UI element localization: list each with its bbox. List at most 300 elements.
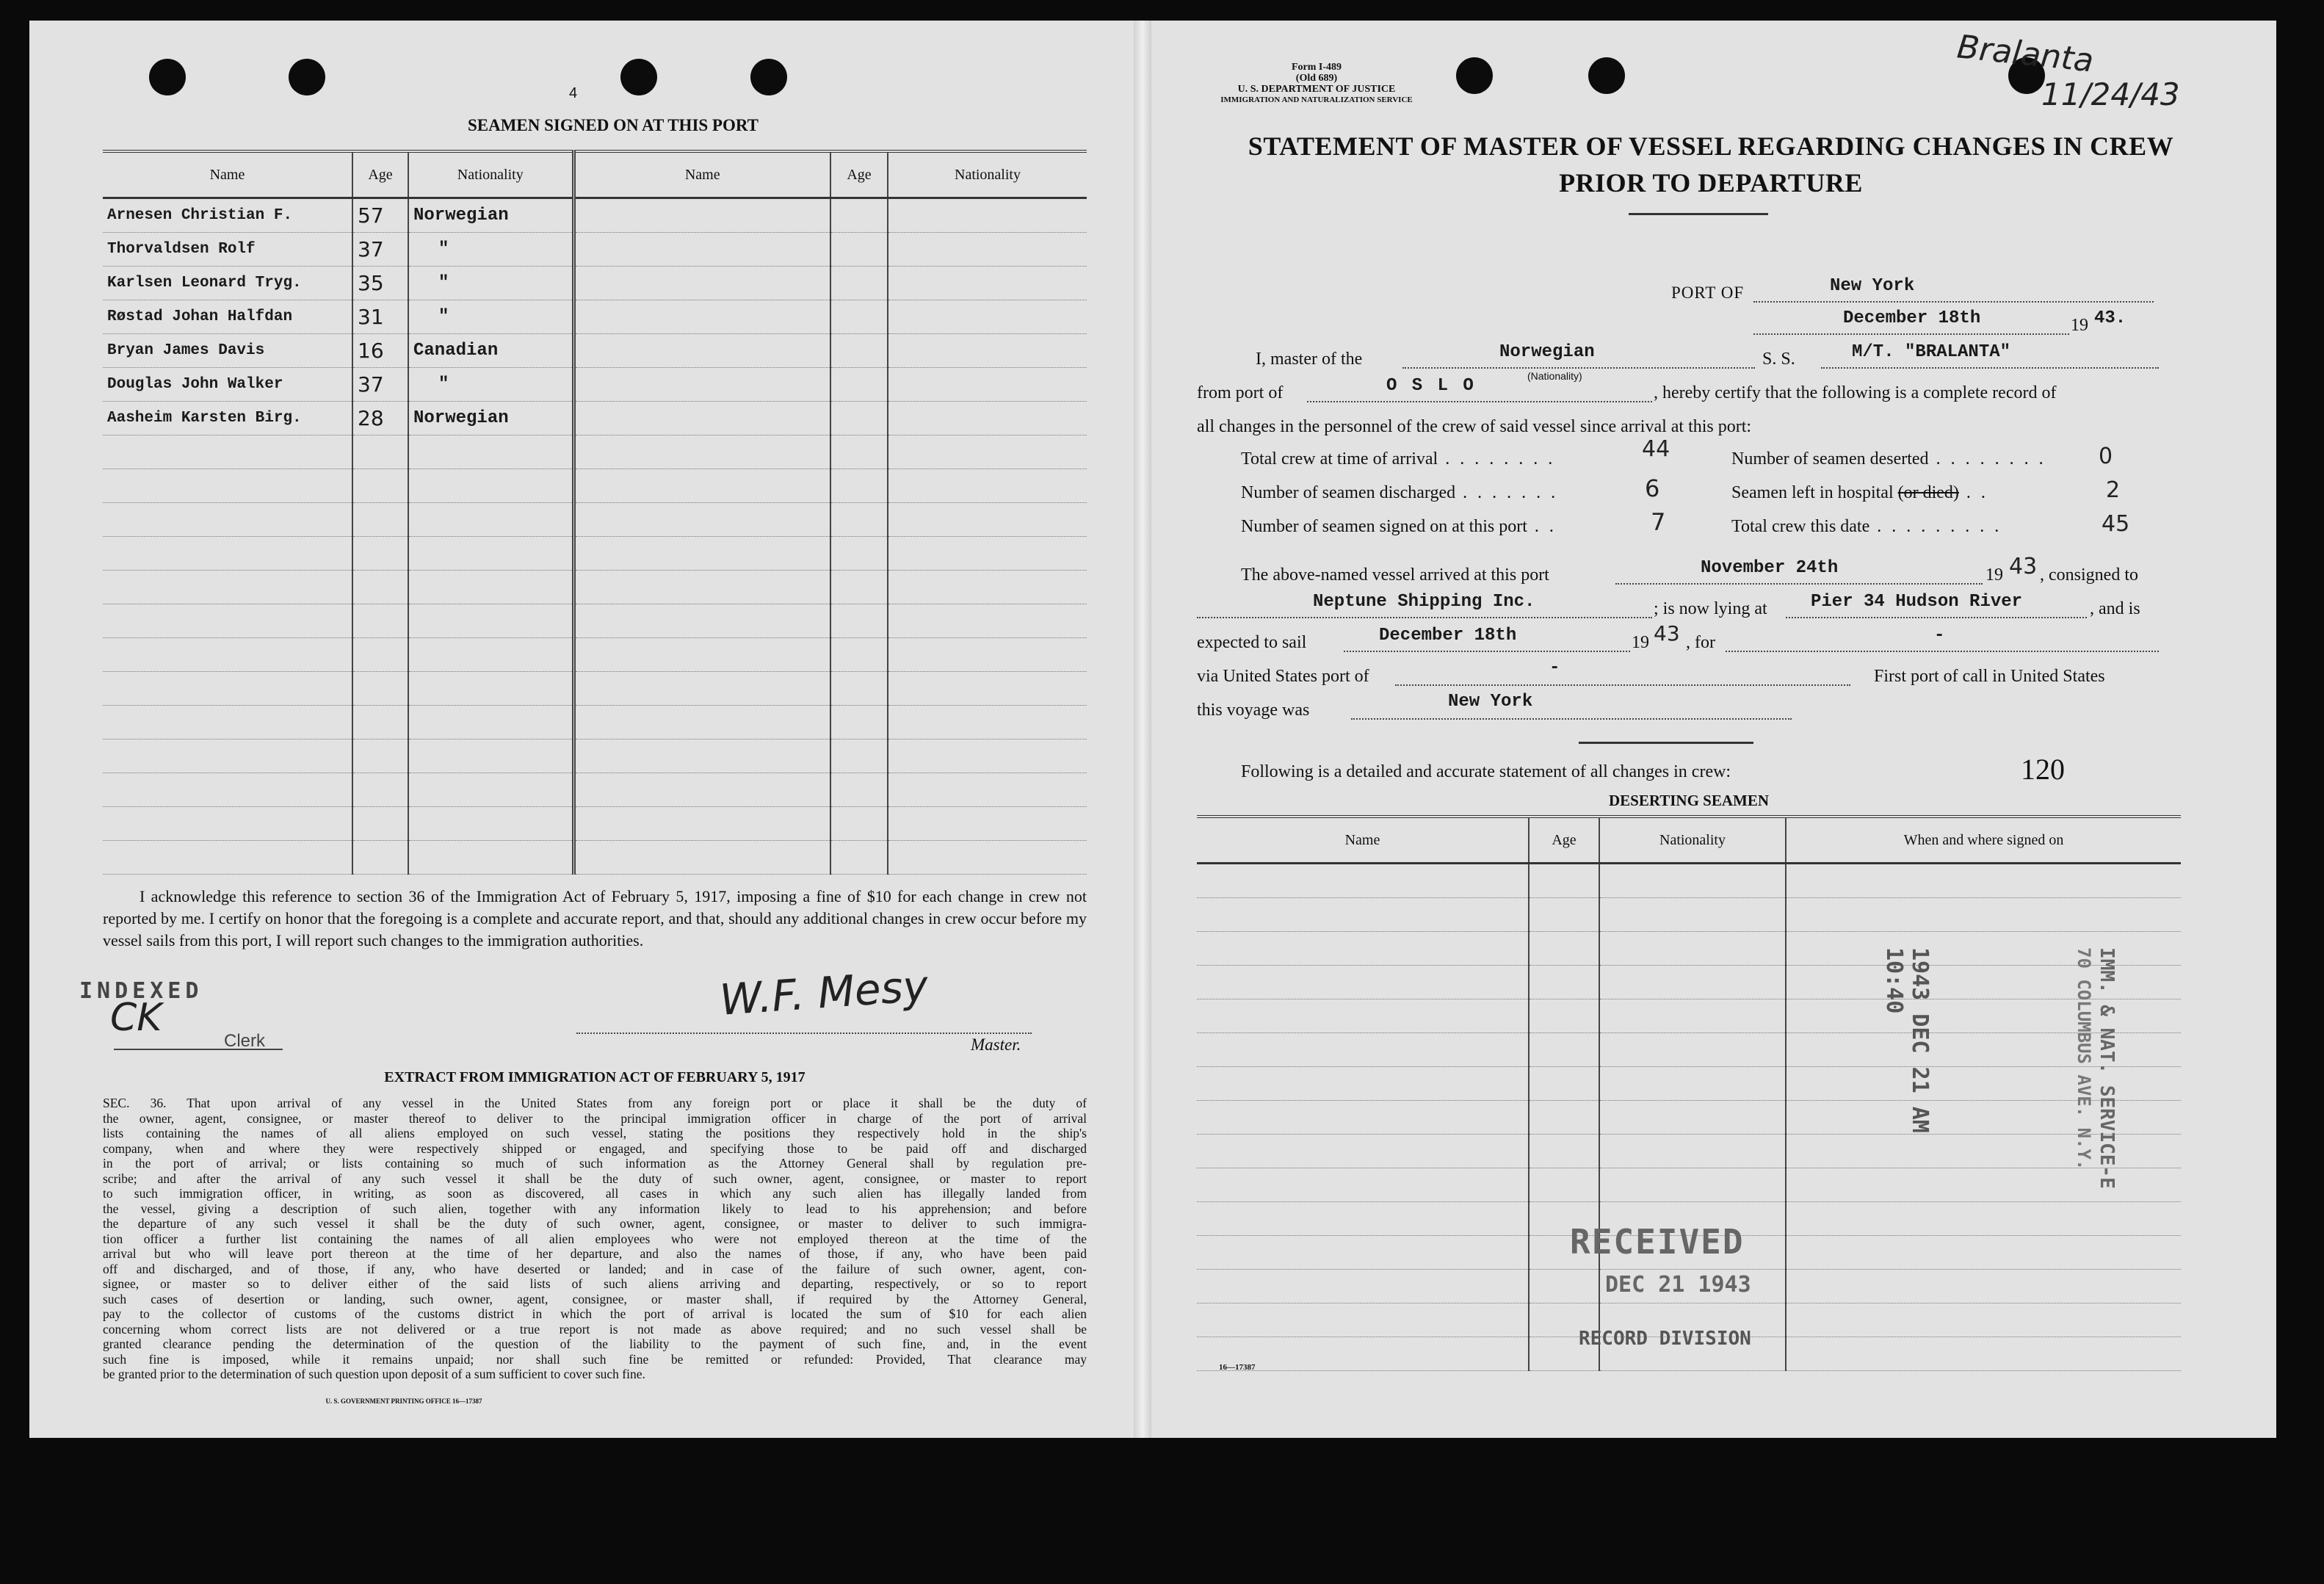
seaman-name: [573, 368, 830, 402]
seaman-age: [830, 402, 888, 435]
seaman-age: [830, 604, 888, 638]
table-row: [103, 638, 1087, 672]
seaman-nationality: [408, 435, 573, 469]
extract-line: pay to the collector of customs of the customs district in which the port of arrival is located the sum of $10 for each alien: [103, 1306, 1087, 1321]
seaman-age: [830, 841, 888, 875]
seaman-name: [103, 706, 352, 739]
seaman-name: [573, 706, 830, 739]
punch-hole: [1588, 57, 1625, 94]
seaman-age: [830, 334, 888, 368]
seaman-nationality: [888, 604, 1087, 638]
table-row: [103, 773, 1087, 807]
lying-at-value: Pier 34 Hudson River: [1811, 592, 2023, 612]
seaman-age: [830, 571, 888, 604]
extract-line: arrival but who will leave port thereon at the time of her departure, and also the names of those, if any, who have been paid: [103, 1246, 1087, 1261]
seaman-name: Arnesen Christian F.: [103, 198, 352, 233]
clerk-label: Clerk: [224, 1031, 266, 1051]
stat-label: Seamen left in hospital: [1731, 483, 1894, 502]
seaman-name: Douglas John Walker: [103, 368, 352, 402]
deserter-age: [1529, 864, 1599, 898]
table-row: [103, 706, 1087, 739]
voyage-value: New York: [1448, 692, 1533, 712]
column-header: Nationality: [408, 151, 573, 198]
old-form-number: (Old 689): [1295, 73, 1338, 84]
seaman-age: [830, 503, 888, 537]
punch-hole: [289, 59, 325, 95]
from-port-line: [1307, 401, 1652, 402]
seaman-name: Karlsen Leonard Tryg.: [103, 267, 352, 300]
table-row: [1197, 932, 2181, 966]
arrived-date: November 24th: [1701, 558, 1839, 578]
following-text: Following is a detailed and accurate statement of all changes in crew:: [1241, 762, 1731, 781]
stat-value: 7: [1651, 508, 1666, 536]
handwritten-date: 11/24/43: [2041, 76, 2180, 112]
seaman-age: [352, 739, 408, 773]
table-row: [1197, 966, 2181, 999]
table-row: [103, 469, 1087, 503]
seaman-age: 35: [352, 267, 408, 300]
deserter-name: [1197, 932, 1529, 966]
seaman-nationality: [888, 503, 1087, 537]
consignee-value: Neptune Shipping Inc.: [1313, 592, 1535, 612]
deserter-nationality: [1599, 1101, 1786, 1135]
seaman-nationality: [888, 672, 1087, 706]
seaman-age: [830, 638, 888, 672]
master-label: Master.: [971, 1035, 1021, 1054]
consigned-to: , consigned to: [2040, 565, 2138, 585]
seaman-age: [830, 706, 888, 739]
seaman-nationality: [888, 233, 1087, 267]
stat-struck-text: (or died): [1897, 483, 1959, 502]
table-row: [1197, 1135, 2181, 1168]
master-signature: W.F. Mesy: [717, 961, 930, 1025]
column-header: Age: [830, 151, 888, 198]
right-footer: 16—17387: [1219, 1363, 1256, 1372]
seaman-age: [352, 469, 408, 503]
extract-line: in the port of arrival; or lists containing so much of such information as the Attorney General shall by regulation pre-: [103, 1156, 1087, 1171]
deserter-nationality: [1599, 932, 1786, 966]
seaman-name: [103, 537, 352, 571]
stat-discharged: Number of seamen discharged . . . . . . .: [1241, 483, 1559, 502]
port-label: PORT OF: [1671, 283, 1745, 302]
seaman-age: [352, 571, 408, 604]
seaman-name: [103, 638, 352, 672]
stat-label: Number of seamen signed on at this port: [1241, 517, 1527, 536]
seaman-age: [352, 435, 408, 469]
seaman-nationality: [408, 604, 573, 638]
seaman-name: [573, 402, 830, 435]
table-row: [103, 537, 1087, 571]
deserter-name: [1197, 898, 1529, 932]
seaman-name: [103, 571, 352, 604]
document-sheet: [29, 21, 2276, 1438]
stat-total-today: Total crew this date . . . . . . . . .: [1731, 517, 2002, 536]
table-row: [103, 739, 1087, 773]
seaman-nationality: ": [408, 267, 573, 300]
seaman-nationality: Canadian: [408, 334, 573, 368]
table-row: [103, 300, 1087, 334]
seaman-nationality: [888, 300, 1087, 334]
seaman-nationality: Norwegian: [408, 402, 573, 435]
seaman-name: [573, 739, 830, 773]
and-is-text: , and is: [2090, 599, 2140, 618]
deserter-age: [1529, 1101, 1599, 1135]
deserter-nationality: [1599, 1033, 1786, 1067]
seaman-nationality: [888, 739, 1087, 773]
stat-signed-on: Number of seamen signed on at this port . .: [1241, 517, 1557, 536]
seaman-nationality: [888, 537, 1087, 571]
received-stamp-date: DEC 21 1943: [1605, 1272, 1751, 1298]
expected-year-prefix: 19: [1632, 633, 1649, 652]
form-title-line2: PRIOR TO DEPARTURE: [1559, 168, 1863, 198]
table-row: [103, 334, 1087, 368]
form-title: [1175, 128, 2247, 201]
table-row: [103, 198, 1087, 233]
arrived-line: [1615, 583, 1983, 585]
seaman-age: [830, 672, 888, 706]
stat-label: Number of seamen discharged: [1241, 483, 1456, 502]
port-line: [1753, 301, 2154, 303]
date-line: [1753, 333, 2069, 335]
stat-total-arrival: Total crew at time of arrival . . . . . . . .: [1241, 449, 1556, 469]
section-title: SEAMEN SIGNED ON AT THIS PORT: [467, 116, 759, 134]
seaman-name: [573, 300, 830, 334]
extract-line: off and discharged, and of those, if any, who have deserted or landed; and in case of the failure of such owner, agent, con-: [103, 1261, 1087, 1276]
seaman-name: [573, 469, 830, 503]
seaman-name: [573, 807, 830, 841]
ship-line: [1821, 367, 2159, 369]
handwritten-ship-name: Bralanta: [1955, 28, 2096, 80]
stat-label: Total crew at time of arrival: [1241, 449, 1438, 469]
first-port-label: First port of call in United States: [1874, 667, 2105, 686]
column-header: Nationality: [888, 151, 1087, 198]
seaman-nationality: [408, 807, 573, 841]
deserter-name: [1197, 864, 1529, 898]
extract-line: the departure of any such vessel it shall be the duty of such owner, agent, consignee, or master to deliver to such immigra-: [103, 1216, 1087, 1231]
extract-line: lists containing the names of all aliens employed on such vessel, stating the positions they respectively hold in the ship's: [103, 1126, 1087, 1140]
table-row: [1197, 898, 2181, 932]
form-number: Form I-489: [1291, 62, 1342, 73]
deserter-nationality: [1599, 1135, 1786, 1168]
nationality-value: Norwegian: [1499, 342, 1595, 362]
seaman-name: [573, 773, 830, 807]
deserter-signed-on: [1786, 1033, 2181, 1067]
table-row: [103, 233, 1087, 267]
table-row: [1197, 1067, 2181, 1101]
seaman-age: [830, 198, 888, 233]
seaman-name: [103, 672, 352, 706]
ss-label: S. S.: [1762, 350, 1795, 369]
seaman-nationality: [408, 503, 573, 537]
time-stamp-vertical: 1943 DEC 21 AM 10:40: [1881, 947, 1933, 1133]
seaman-name: [103, 807, 352, 841]
extract-line: to such immigration officer, in writing, as soon as discovered, all cases in which any such alien has illegally landed from: [103, 1186, 1087, 1201]
column-header: Age: [352, 151, 408, 198]
extract-line: be granted prior to the determination of such question upon deposit of a sum sufficient to cover such fine.: [103, 1367, 645, 1381]
table-row: [103, 503, 1087, 537]
all-changes-text: all changes in the personnel of the crew of said vessel since arrival at this port:: [1197, 417, 1752, 436]
from-port-label: from port of: [1197, 383, 1284, 402]
seaman-age: [830, 537, 888, 571]
acknowledgement-text: I acknowledge this reference to section 36 of the Immigration Act of February 5, 1917, imposing a fine of $10 for each change in crew not reported by me. I certify on honor that the foregoing is a complete and accurate report, and that, should any additional changes in crew occur before my vessel sails from this port, I will report such changes to the immigration authorities.: [103, 887, 1087, 950]
voyage-line: [1351, 718, 1792, 720]
seaman-name: [103, 739, 352, 773]
for-value: -: [1934, 626, 1945, 645]
year-suffix: 43.: [2094, 308, 2126, 328]
deserter-name: [1197, 966, 1529, 999]
seaman-age: [352, 773, 408, 807]
seaman-nationality: [408, 841, 573, 875]
page-number: 4: [569, 85, 578, 101]
seaman-age: [830, 300, 888, 334]
seaman-nationality: [888, 638, 1087, 672]
deserter-age: [1529, 1168, 1599, 1202]
left-footer: U. S. GOVERNMENT PRINTING OFFICE 16—17387: [325, 1397, 482, 1405]
deserter-signed-on: [1786, 1101, 2181, 1135]
deserter-name: [1197, 1303, 1529, 1337]
voyage-label: this voyage was: [1197, 701, 1310, 720]
deserter-age: [1529, 966, 1599, 999]
deserter-name: [1197, 1168, 1529, 1202]
table-row: [103, 267, 1087, 300]
deserter-name: [1197, 1270, 1529, 1303]
via-label: via United States port of: [1197, 667, 1369, 686]
stat-deserted: Number of seamen deserted . . . . . . . .: [1731, 449, 2046, 469]
deserter-age: [1529, 898, 1599, 932]
seaman-nationality: Norwegian: [408, 198, 573, 233]
seaman-age: [830, 435, 888, 469]
column-header: Name: [573, 151, 830, 198]
deserter-signed-on: [1786, 1168, 2181, 1202]
seaman-name: [573, 267, 830, 300]
table-row: [103, 672, 1087, 706]
seaman-name: [573, 672, 830, 706]
consignee-line: [1197, 617, 1652, 618]
seaman-name: [573, 435, 830, 469]
seaman-nationality: [888, 807, 1087, 841]
from-port-value: O S L O: [1386, 376, 1476, 396]
extract-line: concerning whom correct lists are not delivered or a true report is not made as above required; and no such vessel shall be: [103, 1321, 1087, 1337]
seaman-age: [352, 672, 408, 706]
extract-line: company, when and where they were respectively shipped or engaged, and specifying those to be paid off and discharged: [103, 1140, 1087, 1156]
seaman-age: [352, 503, 408, 537]
for-line: [1726, 651, 2159, 652]
extract-line: the vessel, giving a description of such alien, together with any information likely to lead to his apprehension; and before: [103, 1201, 1087, 1216]
seaman-nationality: [888, 402, 1087, 435]
seaman-name: [573, 841, 830, 875]
seaman-age: [352, 841, 408, 875]
seaman-age: 37: [352, 233, 408, 267]
seaman-name: [573, 503, 830, 537]
deserter-signed-on: [1786, 966, 2181, 999]
seaman-name: [573, 198, 830, 233]
deserter-age: [1529, 1033, 1599, 1067]
seaman-name: [573, 537, 830, 571]
extract-line: scribe; and after the arrival of any such vessel it shall be the duty of such owner, agent, consignee, or master to report: [103, 1171, 1087, 1186]
seaman-nationality: [408, 706, 573, 739]
table-row: [103, 402, 1087, 435]
seaman-name: [103, 841, 352, 875]
stat-value: 0: [2099, 444, 2113, 469]
extract-line: the owner, agent, consignee, or master thereof to deliver to the principal immigration officer in charge of the port of arrival: [103, 1110, 1087, 1126]
deserter-age: [1529, 932, 1599, 966]
deserter-age: [1529, 1270, 1599, 1303]
arrived-prefix: The above-named vessel arrived at this port: [1241, 565, 1549, 585]
via-value: -: [1549, 658, 1560, 678]
seaman-age: 31: [352, 300, 408, 334]
table-row: [1197, 1033, 2181, 1067]
extract-line: tion officer a further list containing the names of all alien employees who were not employed thereon at the time of the: [103, 1231, 1087, 1246]
seaman-nationality: [888, 435, 1087, 469]
seaman-age: 16: [352, 334, 408, 368]
seaman-age: 37: [352, 368, 408, 402]
deserter-signed-on: [1786, 1202, 2181, 1236]
seaman-nationality: [888, 706, 1087, 739]
deserter-signed-on: [1786, 1337, 2181, 1371]
deserter-signed-on: [1786, 1303, 2181, 1337]
stat-value: 6: [1645, 474, 1660, 502]
seaman-nationality: [888, 571, 1087, 604]
deserter-signed-on: [1786, 1067, 2181, 1101]
stat-value: 44: [1642, 436, 1670, 462]
seaman-nationality: [408, 773, 573, 807]
seaman-age: [830, 368, 888, 402]
extract-line: such fine is imposed, while it remains unpaid; nor shall such fine be remitted or refunded: Provided, That clearance may: [103, 1351, 1087, 1367]
seaman-name: Røstad Johan Halfdan: [103, 300, 352, 334]
extract-body: [103, 1096, 1087, 1382]
column-header: When and where signed on: [1786, 817, 2181, 864]
seaman-age: 57: [352, 198, 408, 233]
stat-label: Number of seamen deserted: [1731, 449, 1929, 469]
deserter-name: [1197, 1236, 1529, 1270]
punch-hole: [750, 59, 787, 95]
title-rule: [1629, 213, 1768, 215]
department-name: U. S. DEPARTMENT OF JUSTICE: [1237, 84, 1396, 95]
deserter-signed-on: [1786, 999, 2181, 1033]
punch-hole: [620, 59, 657, 95]
nationality-caption: (Nationality): [1527, 370, 1582, 382]
stat-value: 45: [2102, 511, 2130, 537]
seaman-nationality: [408, 469, 573, 503]
seaman-nationality: ": [408, 300, 573, 334]
arrived-year-prefix: 19: [1985, 565, 2003, 585]
stat-hospital: Seamen left in hospital (or died) . .: [1731, 483, 1988, 502]
port-value: New York: [1830, 276, 1915, 296]
seaman-nationality: [888, 334, 1087, 368]
table-row: [103, 368, 1087, 402]
deserter-signed-on: [1786, 898, 2181, 932]
column-header: Name: [103, 151, 352, 198]
deserter-name: [1197, 1202, 1529, 1236]
clerk-initials: CK: [110, 996, 162, 1040]
deserter-nationality: [1599, 1168, 1786, 1202]
punch-hole: [149, 59, 186, 95]
extract-line: such cases of desertion or landing, such owner, agent, consignee, or master shall, if required by the Attorney General,: [103, 1291, 1087, 1306]
deserter-signed-on: [1786, 1236, 2181, 1270]
column-header: Name: [1197, 817, 1529, 864]
service-name: IMMIGRATION AND NATURALIZATION SERVICE: [1220, 95, 1413, 104]
seaman-nationality: [408, 672, 573, 706]
deserter-signed-on: [1786, 932, 2181, 966]
deserter-name: [1197, 1067, 1529, 1101]
extract-title: EXTRACT FROM IMMIGRATION ACT OF FEBRUARY 5, 1917: [384, 1069, 806, 1085]
deserter-age: [1529, 1067, 1599, 1101]
deserter-nationality: [1599, 1067, 1786, 1101]
address-stamp-vertical: 70 COLUMBUS AVE. N.Y.: [2074, 947, 2094, 1171]
seaman-name: [573, 334, 830, 368]
seaman-nationality: [888, 267, 1087, 300]
seaman-age: [352, 807, 408, 841]
signed-on-table: [103, 150, 1087, 875]
seaman-name: Aasheim Karsten Birg.: [103, 402, 352, 435]
lying-at-label: ; is now lying at: [1654, 599, 1767, 618]
indexed-stamp: INDEXED: [79, 978, 203, 1004]
seaman-nationality: [888, 469, 1087, 503]
seaman-name: [103, 604, 352, 638]
year-prefix: 19: [2071, 316, 2088, 335]
clerk-line: [114, 1049, 283, 1050]
seaman-nationality: [888, 198, 1087, 233]
seaman-nationality: ": [408, 368, 573, 402]
seaman-nationality: ": [408, 233, 573, 267]
extract-line: granted clearance pending the determination of the question of the liability to the payment of such fine, and, in the event: [103, 1337, 1087, 1351]
seaman-age: [830, 267, 888, 300]
seaman-nationality: [408, 537, 573, 571]
extract-line: SEC. 36. That upon arrival of any vessel in the United States from any foreign port or place it shall be the duty of: [103, 1096, 1087, 1110]
received-stamp: RECEIVED: [1570, 1222, 1745, 1262]
ship-name: M/T. "BRALANTA": [1852, 342, 2011, 362]
seaman-age: [352, 537, 408, 571]
seaman-name: [573, 638, 830, 672]
table-row: [1197, 999, 2181, 1033]
deserting-title: DESERTING SEAMEN: [1608, 792, 1770, 809]
expected-line: [1344, 651, 1630, 652]
arrived-year: 43: [2009, 554, 2038, 579]
deserter-nationality: [1599, 999, 1786, 1033]
deserter-nationality: [1599, 864, 1786, 898]
date-value: December 18th: [1843, 308, 1981, 328]
seaman-nationality: [408, 571, 573, 604]
table-row: [103, 571, 1087, 604]
seaman-nationality: [888, 841, 1087, 875]
seaman-name: [103, 435, 352, 469]
lying-at-line: [1786, 617, 2087, 618]
seaman-name: Thorvaldsen Rolf: [103, 233, 352, 267]
extract-line: signee, or master so to deliver either of the said lists of such aliens arriving and departing, respectively, or so to report: [103, 1276, 1087, 1291]
certify-text: , hereby certify that the following is a complete record of: [1654, 383, 2057, 402]
seaman-name: [103, 469, 352, 503]
expected-label: expected to sail: [1197, 633, 1307, 652]
via-line: [1395, 684, 1850, 686]
seaman-age: [352, 604, 408, 638]
stat-label: Total crew this date: [1731, 517, 1870, 536]
stat-value: 2: [2106, 477, 2121, 503]
seaman-age: [830, 469, 888, 503]
nationality-line: [1402, 367, 1755, 369]
seaman-name: Bryan James Davis: [103, 334, 352, 368]
column-header: Age: [1529, 817, 1599, 864]
seaman-name: [103, 503, 352, 537]
deserter-nationality: [1599, 898, 1786, 932]
form-title-line1: STATEMENT OF MASTER OF VESSEL REGARDING CHANGES IN CREW: [1248, 131, 2174, 161]
expected-year: 43: [1654, 621, 1680, 645]
seaman-age: [830, 807, 888, 841]
deserter-name: [1197, 1033, 1529, 1067]
deserter-signed-on: [1786, 1135, 2181, 1168]
table-row: [1197, 864, 2181, 898]
table-row: [1197, 1101, 2181, 1135]
seaman-age: [830, 773, 888, 807]
